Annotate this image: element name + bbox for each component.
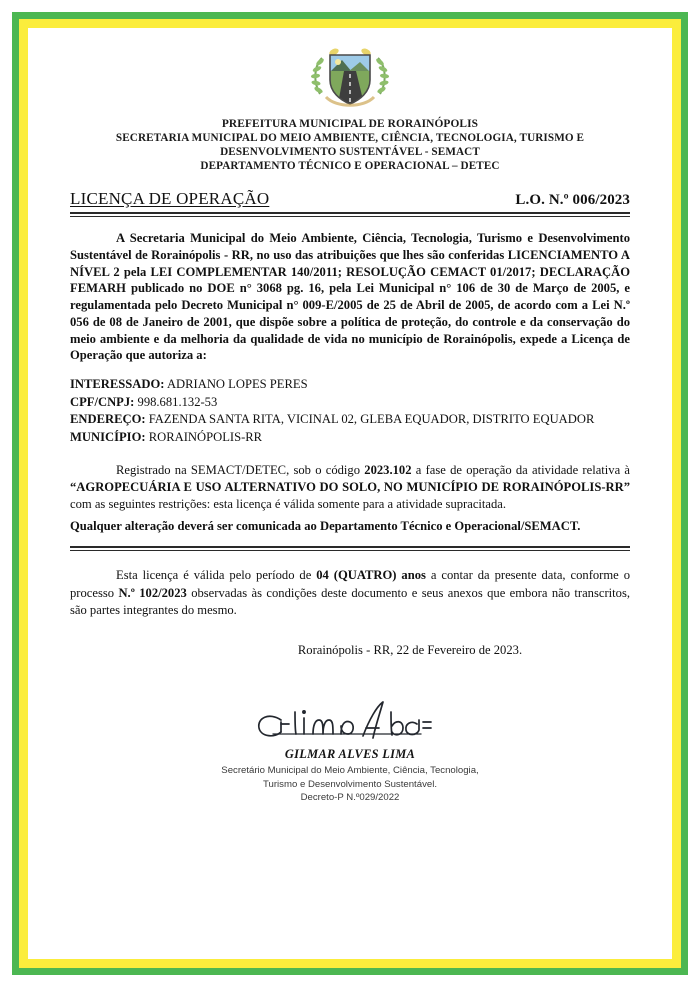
- org-line-departamento: DEPARTAMENTO TÉCNICO E OPERACIONAL – DETEC: [200, 160, 500, 173]
- divider-top: [70, 212, 630, 217]
- registry-activity: “AGROPECUÁRIA E USO ALTERNATIVO DO SOLO, NO MUNICÍPIO DE RORAINÓPOLIS-RR”: [70, 479, 630, 494]
- registry-lead: Registrado na SEMACT/DETEC, sob o código: [116, 462, 365, 477]
- validity-period: 04 (QUATRO) anos: [316, 568, 426, 583]
- validity-part3: observadas às condições deste documento e seus anexos que embora não transcritos, são partes integrantes do mesmo.: [70, 585, 630, 618]
- validity-part2: a contar da presente data, conforme o processo: [70, 568, 630, 600]
- title-row: [70, 189, 630, 209]
- validity-paragraph: [70, 567, 630, 619]
- org-line-prefeitura: PREFEITURA MUNICIPAL DE RORAINÓPOLIS: [221, 118, 479, 130]
- municipio-label: MUNICÍPIO:: [70, 429, 146, 444]
- party-row-cpf: [70, 394, 630, 411]
- coat-of-arms-icon: [304, 42, 396, 108]
- signatory-name: GILMAR ALVES LIMA: [284, 747, 416, 762]
- registry-code: 2023.102: [364, 462, 412, 477]
- interessado-label: INTERESSADO:: [70, 377, 165, 392]
- crest-container: [70, 42, 630, 113]
- signatory-role-line-1: Secretário Municipal do Meio Ambiente, Ciência, Tecnologia,: [221, 765, 479, 777]
- page-title: LICENÇA DE OPERAÇÃO: [70, 189, 270, 209]
- organization-heading: [70, 117, 630, 173]
- place-and-date: Rorainópolis - RR, 22 de Fevereiro de 2023.: [297, 643, 523, 658]
- org-line-secretaria: SECRETARIA MUNICIPAL DO MEIO AMBIENTE, CIÊNCIA, TECNOLOGIA, TURISMO E: [115, 132, 585, 145]
- endereco-value: FAZENDA SANTA RITA, VICINAL 02, GLEBA EQUADOR, DISTRITO EQUADOR: [148, 412, 595, 427]
- license-number: L.O. N.º 006/2023: [515, 192, 630, 209]
- org-line-desenvolvimento: DESENVOLVIMENTO SUSTENTÁVEL - SEMACT: [220, 146, 480, 159]
- signature-block: [70, 692, 630, 804]
- registry-tail: com as seguintes restrições: esta licença é válida somente para a atividade supracitada.: [70, 496, 507, 511]
- validity-process-number: N.º 102/2023: [118, 585, 187, 600]
- validity-part1: Esta licença é válida pelo período de: [116, 568, 317, 583]
- registry-mid: a fase de operação da atividade relativa à: [411, 462, 630, 477]
- divider-bottom: [70, 546, 630, 551]
- cpf-label: CPF/CNPJ:: [70, 394, 135, 409]
- party-row-municipio: [70, 429, 630, 446]
- alteration-notice: Qualquer alteração deverá ser comunicada ao Departamento Técnico e Operacional/SEMACT.: [70, 518, 581, 533]
- signatory-role: [70, 764, 630, 804]
- preamble-paragraph: A Secretaria Municipal do Meio Ambiente, Ciência, Tecnologia, Turismo e Desenvolvimento Sustentável de Rorainópolis - RR, no uso das atribuições que lhes são conferidas LICENCIAMENTO A NÍVEL 2 pela LEI COMPLEMENTAR 140/2011; RESOLUÇÃO CEMACT 01/2017; DECLARAÇÃO FEMARH publicado no DOE n° 3068 pg. 16, pela Lei Municipal n° 106 de 30 de Março de 2005, e regulamentada pelo Decreto Municipal n° 009-E/2005 de 25 de Abril de 2005, de acordo com a Lei N.º 056 de 08 de Janeiro de 2001, que dispõe sobre a política de proteção, do controle e da conservação do meio ambiente e da melhoria da qualidade de vida no município de Rorainópolis, expede a Licença de Operação que autoriza a:: [70, 231, 630, 363]
- handwritten-signature-icon: [70, 692, 630, 750]
- cpf-value: 998.681.132-53: [137, 394, 218, 409]
- registry-paragraph: [70, 462, 630, 513]
- municipio-value: RORAINÓPOLIS-RR: [148, 429, 263, 444]
- party-row-interessado: [70, 376, 630, 393]
- signatory-decree: Decreto-P N.º029/2022: [300, 791, 400, 803]
- interessado-value: ADRIANO LOPES PERES: [166, 377, 308, 392]
- endereco-label: ENDEREÇO:: [70, 412, 146, 427]
- party-row-endereco: [70, 411, 630, 428]
- party-details: [70, 376, 630, 445]
- signatory-role-line-2: Turismo e Desenvolvimento Sustentável.: [262, 778, 437, 790]
